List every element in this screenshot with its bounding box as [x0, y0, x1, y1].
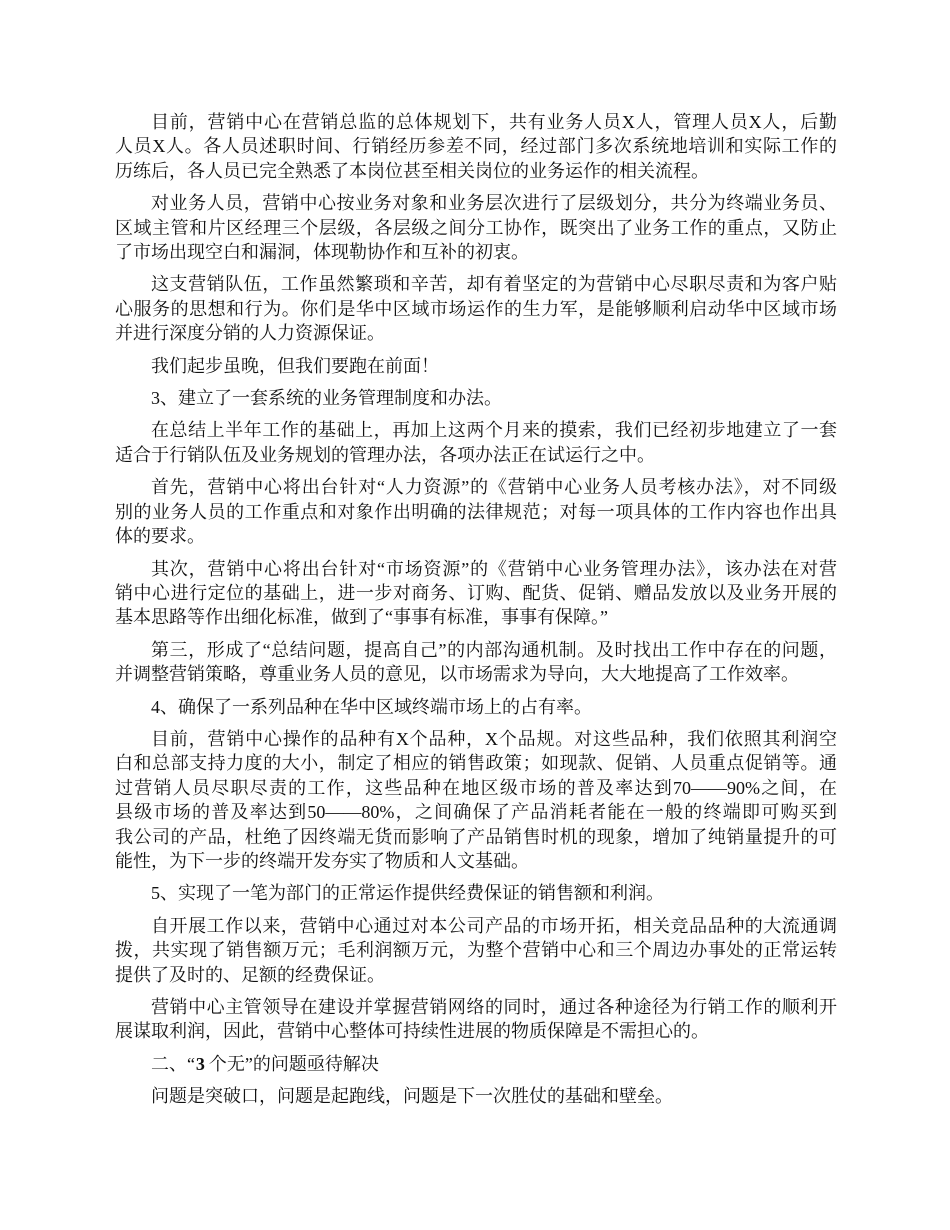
text-line: 首先，营销中心将出台针对“人力资源”的《营销中心业务人员考核办法》，对不同级	[151, 477, 837, 498]
text-line: 第三，形成了“总结问题，提高自己”的内部沟通机制。及时找出工作中存在的问题，	[151, 639, 837, 660]
text-line: 县级市场的普及率达到50——80%，之间确保了产品消耗者能在一般的终端即可购买到	[115, 802, 837, 823]
market-share-paragraph	[115, 727, 837, 873]
text-line: 我公司的产品，杜绝了因终端无货而影响了产品销售时机的现象，增加了纯销量提升的可	[115, 826, 837, 847]
text-line: 营销中心主管领导在建设并掌握营销网络的同时，通过各种途径为行销工作的顺利开	[151, 997, 837, 1017]
text-line: 历练后，各人员已完全熟悉了本岗位甚至相关岗位的业务运作的相关流程。	[115, 160, 709, 181]
text-line: 区域主管和片区经理三个层级，各层级之间分工协作，既突出了业务工作的重点，又防止	[115, 217, 837, 238]
team-spirit-paragraph	[115, 272, 837, 345]
staff-hierarchy-paragraph	[115, 191, 837, 264]
text-line: 问题是突破口，问题是起跑线，问题是下一次胜仗的基础和壁垒。	[151, 1086, 673, 1107]
section-heading-problems	[115, 1052, 837, 1076]
text-line: 提供了及时的、足额的经费保证。	[115, 964, 385, 985]
staff-overview-paragraph	[115, 110, 837, 183]
text-line: 对业务人员，营销中心按业务对象和业务层次进行了层级划分，共分为终端业务员、	[151, 193, 837, 214]
subheading-5-sales-profit	[115, 881, 837, 905]
text-line: 展谋取利润，因此，营销中心整体可持续性进展的物质保障是不需担心的。	[115, 1021, 709, 1042]
text-line: 目前，营销中心操作的品种有X个品种，X个品规。对这些品种，我们依照其利润空	[151, 728, 837, 749]
first-measure-paragraph	[115, 475, 837, 548]
sales-results-paragraph	[115, 914, 837, 987]
text-line: 目前，营销中心在营销总监的总体规划下，共有业务人员X人，管理人员X人，后勤	[151, 112, 837, 132]
heading-prefix: 二、“	[151, 1053, 195, 1074]
section-heading-line	[115, 1052, 837, 1076]
text-line: 在总结上半年工作的基础上，再加上这两个月来的摸索，我们已经初步地建立了一套	[151, 420, 837, 441]
management-system-paragraph	[115, 418, 837, 467]
text-line: 拨，共实现了销售额万元；毛利润额万元，为整个营销中心和三个周边办事处的正常运转	[115, 940, 837, 961]
text-line: 别的业务人员的工作重点和对象作出明确的法律规范；对每一项具体的工作内容也作出具	[115, 501, 837, 522]
text-line: 4、确保了一系列品种在华中区域终端市场上的占有率。	[151, 696, 592, 717]
text-line: 并调整营销策略，尊重业务人员的意见，以市场需求为导向，大大地提高了工作效率。	[115, 664, 799, 685]
text-line: 白和总部支持力度的大小，制定了相应的销售政策；如现款、促销、人员重点促销等。通	[115, 753, 837, 774]
problems-intro-paragraph	[115, 1084, 837, 1108]
text-line: 人员X人。各人员述职时间、行销经历参差不同，经过部门多次系统地培训和实际工作的	[115, 136, 837, 157]
profit-assurance-paragraph	[115, 995, 837, 1044]
text-line: 基本思路等作出细化标准，做到了“事事有标准，事事有保障。”	[115, 607, 608, 628]
motto-paragraph	[115, 354, 837, 378]
text-line: 销中心进行定位的基础上，进一步对商务、订购、配货、促销、赠品发放以及业务开展的	[115, 582, 837, 603]
text-line: 了市场出现空白和漏洞，体现勒协作和互补的初衷。	[115, 242, 529, 263]
text-line: 3、建立了一套系统的业务管理制度和办法。	[151, 388, 502, 409]
third-measure-paragraph	[115, 638, 837, 687]
subheading-3-management-system	[115, 386, 837, 410]
text-line: 并进行深度分销的人力资源保证。	[115, 323, 385, 344]
text-line: 心服务的思想和行为。你们是华中区域市场运作的生力军，是能够顺利启动华中区域市场	[115, 298, 837, 319]
text-line: 体的要求。	[115, 526, 205, 547]
second-measure-paragraph	[115, 557, 837, 630]
text-line: 5、实现了一笔为部门的正常运作提供经费保证的销售额和利润。	[151, 883, 664, 904]
text-line: 自开展工作以来，营销中心通过对本公司产品的市场开拓，相关竞品品种的大流通调	[151, 915, 837, 936]
text-line: 适合于行销队伍及业务规划的管理办法，各项办法正在试运行之中。	[115, 444, 655, 465]
text-line: 我们起步虽晚，但我们要跑在前面！	[151, 355, 439, 376]
text-line: 其次，营销中心将出台针对“市场资源”的《营销中心业务管理办法》，该办法在对营	[151, 558, 837, 579]
text-line: 过营销人员尽职尽责的工作，这些品种在地区级市场的普及率达到70——90%之间，在	[115, 777, 837, 798]
text-line: 能性，为下一步的终端开发夯实了物质和人文基础。	[115, 850, 529, 871]
document-body	[115, 110, 837, 1117]
heading-number: 3	[195, 1053, 205, 1074]
subheading-4-market-share	[115, 695, 837, 719]
heading-suffix: 个无”的问题亟待解决	[208, 1053, 379, 1074]
text-line: 这支营销队伍，工作虽然繁琐和辛苦，却有着坚定的为营销中心尽职尽责和为客户贴	[151, 274, 837, 295]
